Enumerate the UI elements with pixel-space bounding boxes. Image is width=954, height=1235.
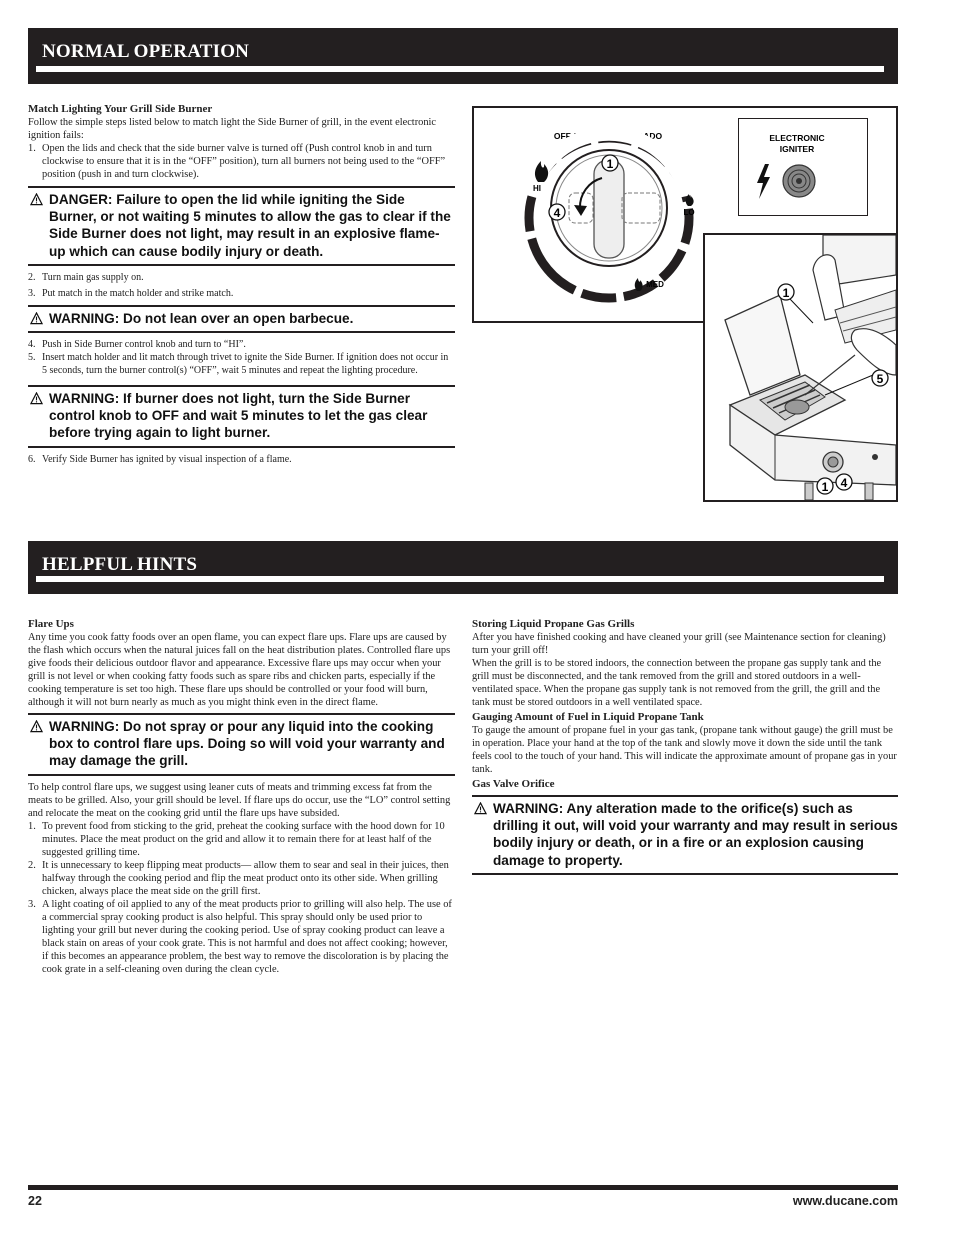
list-number: 1. [28,143,36,154]
match-lighting-section [28,103,455,466]
lo-label: LO [683,208,695,217]
warning-triangle-icon [30,193,43,206]
page-number: 22 [28,1194,42,1208]
list-item [28,898,455,976]
website-link[interactable]: www.ducane.com [792,1194,898,1208]
warning-callout [472,795,898,875]
warning-callout [28,305,455,333]
list-number: 3. [28,287,36,299]
paragraph: To gauge the amount of propane fuel in your gas tank, (propane tank without gauge) the grill must be in operation. Place your hand at the top of the tank and slowly move it down the side until the tank feels cool to the touch of your hand. This will indicate the approximate amount of propane gas in your tank. [472,725,897,775]
callout-number: 5 [876,372,884,386]
list-text: Verify Side Burner has ignited by visual inspection of a flame. [42,453,292,465]
subheading: Gauging Amount of Fuel in Liquid Propane Tank [472,711,704,723]
warning-callout [28,713,455,776]
flame-icon [635,278,643,291]
electronic-igniter-panel [738,118,868,216]
list-item [28,859,455,898]
list-item [28,271,455,284]
warning-triangle-icon [30,312,43,325]
list-item [28,338,455,351]
warning-triangle-icon [30,720,43,733]
off-label: OFF / ARRÊTÉ / APAGADO [553,131,663,141]
list-number: 6. [28,453,36,465]
warning-triangle-icon [30,392,43,405]
footer-rule [28,1185,898,1190]
list-item [28,287,455,300]
paragraph: Follow the simple steps listed below to match light the Side Burner of grill, in the event electronic ignition fails: [28,117,437,141]
subheading: Storing Liquid Propane Gas Grills [472,618,635,630]
callout-number: 1 [782,286,790,300]
list-text: Turn main gas supply on. [42,271,144,283]
danger-text: DANGER: Failure to open the lid while igniting the Side Burner, or not waiting 5 minutes to allow the gas to clear if the Side Burner does not light, may result in an explosive flame-up which can cause bodily injury or death. [49,192,451,259]
paragraph: To help control flare ups, we suggest using leaner cuts of meats and trimming excess fat from the meats to be grilled. Also, your grill should be level. If flare ups do occur, use the “LO” control setting and relocate the meat on the cooking grid until the flare ups have subsided. [28,781,451,819]
list-item [28,820,455,859]
storage-section [472,618,898,880]
subheading: Flare Ups [28,618,74,630]
list-item [28,142,455,181]
list-number: 4. [28,339,36,351]
section-title: HELPFUL HINTS [42,554,198,575]
warning-text: WARNING: If burner does not light, turn the Side Burner control knob to OFF and wait 5 minutes to let the gas clear before trying again to light burner. [49,391,428,441]
list-text: Open the lids and check that the side burner valve is turned off (Push control knob in and turn clockwise to ensure that it is in the “OFF” position), turn all burners not being used to the “OFF” position (push in and turn clockwise). [42,143,446,180]
normal-operation-banner [28,28,898,84]
list-number: 2. [28,271,36,283]
callout-number: 4 [840,476,848,490]
subheading: Gas Valve Orifice [472,778,555,790]
paragraph: After you have finished cooking and have cleaned your grill (see Maintenance section for cleaning) turn your grill off! [472,632,886,656]
hi-label: HI [533,184,541,193]
warning-triangle-icon [474,802,487,815]
list-item [28,351,455,377]
list-item [28,453,455,466]
list-text: To prevent food from sticking to the grid, preheat the cooking surface with the hood down for 10 minutes. Place the meat product on the grid and allow it to remain there for at least half of the suggested grilling time. [42,820,445,858]
warning-callout [28,385,455,448]
list-number: 3. [28,898,36,910]
callout-number: 4 [553,206,561,220]
section-title: NORMAL OPERATION [42,41,250,62]
list-text: Put match in the match holder and strike match. [42,287,234,299]
igniter-label-line1: ELECTRONIC [769,133,825,143]
helpful-hints-banner [28,541,898,594]
warning-text: WARNING: Do not lean over an open barbecue. [49,310,354,326]
danger-callout [28,186,455,266]
list-text: Push in Side Burner control knob and turn to “HI”. [42,339,246,351]
grill-illustration [705,235,896,500]
list-number: 1. [28,820,36,832]
paragraph: Any time you cook fatty foods over an open flame, you can expect flare ups. Flare ups are caused by the flash which occurs when the natural juices fall on the heat distribution plates. Controlled flare ups give foods their delicious outdoor flavor and appearance. Excessive flare ups may occur when your grill is not level or when cooking fatty foods such as spare ribs and chicken parts, especially if the cooking temperature is set too high. These flare ups should be controlled or your food will burn, although it will not burn nearly as much as you might think even in the direct flame. [28,632,451,708]
subheading: Match Lighting Your Grill Side Burner [28,103,213,115]
list-number: 2. [28,859,36,871]
callout-number: 1 [606,157,614,171]
flare-ups-section [28,618,455,976]
side-burner-diagram [703,233,898,502]
warning-text: WARNING: Any alteration made to the orifice(s) such as drilling it out, will void your warranty and may result in serious bodily injury or death, or in a fire or an explosion causing damage to property. [493,801,898,868]
med-label: MED [646,280,664,289]
callout-number: 1 [821,480,829,494]
list-text: A light coating of oil applied to any of the meat products prior to grilling will also help. The use of a commercial spray cooking product is also helpful. This spray should only be used prior to lighting your grill but never during the cooking period. Use of spray cooking product can leave a black stain on areas of your cook grate. This is not harmful and does not affect cooking; however, if this becomes an appearance problem, the best way to remove the discoloration is by placing the cook grate in a self-cleaning oven during the clean cycle. [42,898,452,975]
list-text: It is unnecessary to keep flipping meat products— allow them to sear and seal in their juices, then halfway through the cooking period and flip the meat product onto its other side. When grilling chicken, always place the meat side on the grill first. [42,859,449,897]
igniter-label-line2: IGNITER [779,144,815,154]
lightning-icon [757,164,770,199]
paragraph: When the grill is to be stored indoors, the connection between the propane gas supply tank and the grill must be disconnected, and the tank removed from the grill and stored outdoors in a well-ventilated space. When the propane gas supply tank is not removed from the grill, the grill and the tank must be stored outdoors in a well ventilated space. [472,658,882,708]
list-number: 5. [28,352,36,364]
warning-text: WARNING: Do not spray or pour any liquid into the cooking box to control flare ups. Doing so will void your warranty and may damage the grill. [49,719,445,769]
list-text: Insert match holder and lit match through trivet to ignite the Side Burner. If ignition does not occur in 5 seconds, turn the burner control(s) “OFF”, wait 5 minutes and repeat the lighting procedure. [42,352,449,377]
